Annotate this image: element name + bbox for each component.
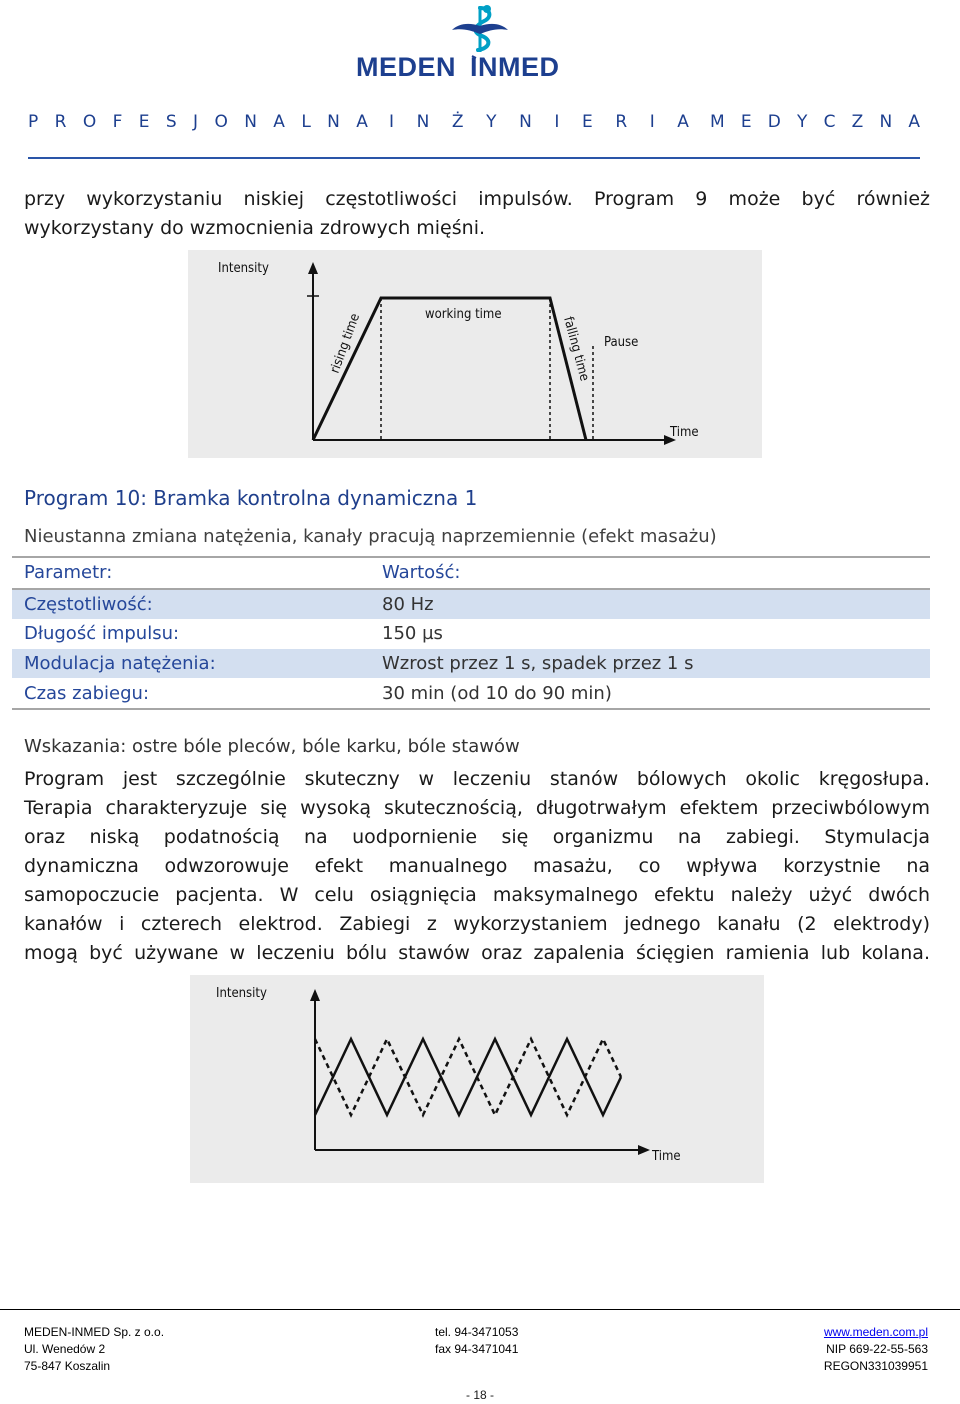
intro-line-1: przy wykorzystaniu niskiej częstotliwości impulsów. Program 9 może być również <box>24 188 930 210</box>
regon: REGON331039951 <box>823 1359 928 1373</box>
footer-contact <box>435 1324 518 1358</box>
x-axis-label: Time <box>670 425 699 440</box>
param-name: Długość impulsu: <box>24 623 180 645</box>
phone: tel. 94-3471053 <box>435 1325 519 1339</box>
fax: fax 94-3471041 <box>435 1342 519 1356</box>
tagline-letter: I <box>554 112 560 132</box>
company-logo <box>340 0 620 90</box>
param-value: 150 µs <box>382 623 443 645</box>
y-axis-label: Intensity <box>216 986 267 1001</box>
pause-label: Pause <box>604 335 639 350</box>
table-header-row <box>12 558 930 588</box>
nip: NIP 669-22-55-563 <box>826 1342 928 1356</box>
tagline-letter: F <box>112 112 123 132</box>
tagline-letter: N <box>416 112 430 132</box>
header-parametr: Parametr: <box>24 562 113 584</box>
trapezoid-waveform-figure <box>188 250 762 458</box>
tagline-letter: M <box>710 112 725 132</box>
working-time-label: working time <box>425 307 502 322</box>
body-line-3: oraz niską podatnością na uodpornienie się organizmu na zabiegi. Stymulacja <box>24 826 930 848</box>
tagline-letter: E <box>581 112 593 132</box>
tagline-letter: R <box>615 112 628 132</box>
page-number: - 18 - <box>465 1388 494 1402</box>
tagline-word-1 <box>28 112 368 132</box>
table-bottom-rule <box>12 708 930 710</box>
channel-1-waveform <box>315 1039 621 1115</box>
param-name: Częstotliwość: <box>24 593 153 615</box>
parameter-table <box>12 556 930 710</box>
param-name: Modulacja natężenia: <box>24 653 216 675</box>
param-name: Czas zabiegu: <box>24 682 150 704</box>
tagline-letter: C <box>823 112 836 132</box>
header-divider <box>28 157 920 159</box>
falling-time-label: falling time <box>560 315 592 383</box>
tagline-letter: Y <box>797 112 808 132</box>
tagline-letter: Y <box>486 112 497 132</box>
tagline-letter: E <box>138 112 150 132</box>
company-name: MEDEN-INMED Sp. z o.o. <box>24 1325 165 1339</box>
body-line-2: Terapia charakteryzuje się wysoką skutecznością, długotrwałym efektem przeciwbólowym <box>24 797 930 819</box>
tagline-letter: A <box>908 112 920 132</box>
y-axis-arrow <box>310 989 320 1001</box>
table-row <box>12 590 930 620</box>
body-line-4: dynamiczna odwzorowuje efekt manualnego masażu, co wpływa korzystnie na <box>24 855 930 877</box>
tagline-letter: Z <box>851 112 864 132</box>
tagline-letter: I <box>389 112 395 132</box>
param-value: 80 Hz <box>382 593 434 615</box>
tagline-letter: A <box>356 112 368 132</box>
body-line-1: Program jest szczególnie skuteczny w leczeniu stanów bólowych okolic kręgosłupa. <box>24 768 930 790</box>
rising-time-label: rising time <box>327 311 364 376</box>
param-value: Wzrost przez 1 s, spadek przez 1 s <box>382 653 694 675</box>
tagline-letter: I <box>649 112 655 132</box>
logo-word: MEDEN <box>356 52 457 82</box>
tagline-letter: D <box>767 112 781 132</box>
tagline-word-3 <box>710 112 920 132</box>
table-row <box>12 649 930 679</box>
tagline-letter: R <box>54 112 67 132</box>
body-line-7: mogą być używane w leczeniu bólu stawów oraz zapalenia ścięgien ramienia lub kolana. <box>24 942 930 964</box>
y-axis-label: Intensity <box>218 261 269 276</box>
tagline-letter: A <box>677 112 689 132</box>
street: Ul. Wenedów 2 <box>24 1342 106 1356</box>
table-row <box>12 678 930 708</box>
tagline <box>28 112 920 132</box>
footer-divider <box>0 1309 960 1310</box>
logo-word: INMED <box>470 52 560 82</box>
tagline-letter: P <box>28 112 39 132</box>
indications: Wskazania: ostre bóle pleców, bóle karku, bóle stawów <box>24 736 520 757</box>
tagline-letter: O <box>214 112 228 132</box>
tagline-letter: J <box>193 112 199 132</box>
body-line-5: samopoczucie pacjenta. W celu osiągnięcia maksymalnego efektu należy użyć dwóch <box>24 884 930 906</box>
tagline-letter: Ż <box>451 112 464 132</box>
postal-city: 75-847 Koszalin <box>24 1359 111 1373</box>
tagline-letter: A <box>273 112 285 132</box>
tagline-letter: N <box>519 112 532 132</box>
y-axis-arrow <box>308 262 318 274</box>
tagline-letter: E <box>740 112 752 132</box>
logo-text <box>356 52 560 83</box>
x-axis-label: Time <box>652 1149 681 1164</box>
intro-line-2: wykorzystany do wzmocnienia zdrowych mięśni. <box>24 217 486 239</box>
tagline-letter: N <box>244 112 257 132</box>
channel-2-waveform <box>315 1039 621 1115</box>
alternating-triangle-figure <box>190 975 764 1183</box>
program-description: Nieustanna zmiana natężenia, kanały pracują naprzemiennie (efekt masażu) <box>24 526 717 547</box>
body-line-6: kanałów i czterech elektrod. Zabiegi z wykorzystaniem jednego kanału (2 elektrody) <box>24 913 930 935</box>
param-value: 30 min (od 10 do 90 min) <box>382 682 612 704</box>
tagline-letter: N <box>879 112 893 132</box>
tagline-letter: N <box>327 112 340 132</box>
program-title: Program 10: Bramka kontrolna dynamiczna 1 <box>24 486 478 510</box>
footer-address <box>24 1324 164 1375</box>
tagline-letter: L <box>301 112 311 132</box>
header-wartosc: Wartość: <box>382 562 461 584</box>
x-axis-arrow <box>638 1145 650 1155</box>
table-row <box>12 619 930 649</box>
tagline-word-2 <box>389 112 689 132</box>
tagline-letter: O <box>82 112 97 132</box>
tagline-letter: S <box>165 112 177 132</box>
footer-registration <box>824 1324 928 1375</box>
website-link[interactable]: www.meden.com.pl <box>823 1325 928 1339</box>
